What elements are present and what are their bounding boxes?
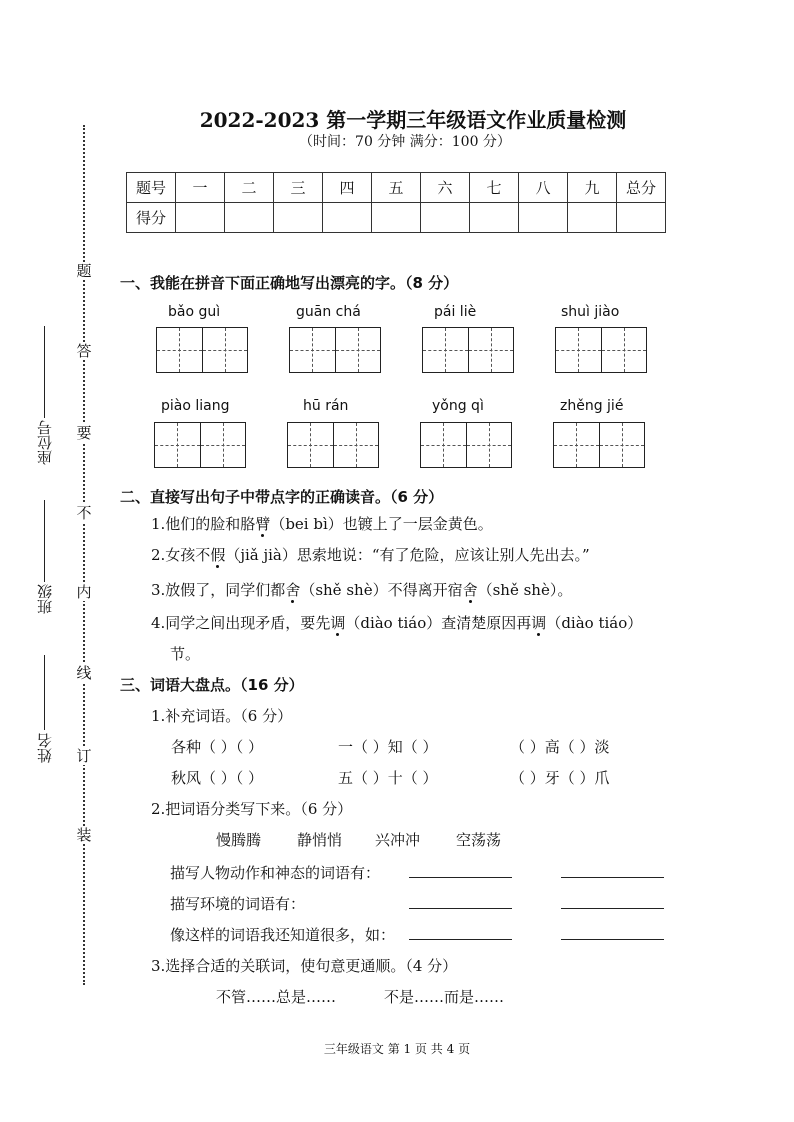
section1-heading: 一、我能在拼音下面正确地写出漂亮的字。（8 分）	[120, 274, 459, 292]
score-input-cell[interactable]	[176, 203, 225, 233]
score-table	[126, 172, 666, 233]
binding-char: 内	[76, 583, 92, 601]
pinyin-label: yǒng qì	[432, 398, 484, 414]
dotted-char: 假	[210, 546, 226, 564]
score-cell: 一	[176, 173, 225, 203]
question-2-3	[151, 579, 572, 600]
conjunction-option: 不是……而是……	[384, 988, 505, 1006]
binding-char: 订	[76, 747, 92, 765]
score-cell: 五	[372, 173, 421, 203]
fill-word-item[interactable]: 一（ ）知（ ）	[338, 738, 438, 756]
score-cell: 七	[470, 173, 519, 203]
pinyin-label: pái liè	[434, 304, 477, 320]
name-blank[interactable]	[44, 655, 45, 730]
writing-grid[interactable]	[555, 327, 647, 373]
writing-grid[interactable]	[156, 327, 248, 373]
class-blank[interactable]	[44, 500, 45, 582]
sentence-text: 4.同学之间出现矛盾，要先	[151, 614, 331, 632]
score-input-cell[interactable]	[470, 203, 519, 233]
page-title: 2022-2023 第一学期三年级语文作业质量检测	[199, 108, 627, 132]
score-cell: 六	[421, 173, 470, 203]
pinyin-label: hū rán	[303, 398, 349, 414]
fill-word-item[interactable]: 秋风（ ）（ ）	[171, 769, 264, 787]
sentence-text: （diào tiáo）	[546, 614, 643, 632]
sentence-text: （diào tiáo）查清楚原因再	[345, 614, 532, 632]
writing-grid[interactable]	[154, 422, 246, 468]
question-2-4-continued: 节。	[170, 645, 201, 663]
classify-prompt: 描写环境的词语有：	[170, 895, 306, 913]
pinyin-label: shuì jiào	[561, 304, 620, 320]
score-input-cell[interactable]	[617, 203, 666, 233]
pinyin-label: guān chá	[296, 304, 361, 320]
pinyin-label: zhěng jié	[560, 398, 624, 414]
answer-blank[interactable]	[561, 877, 664, 878]
classify-prompt: 像这样的词语我还知道很多，如：	[170, 926, 396, 944]
answer-blank[interactable]	[409, 877, 512, 878]
score-cell: 四	[323, 173, 372, 203]
binding-char: 装	[76, 826, 92, 844]
dotted-char: 调	[330, 614, 346, 632]
binding-char: 要	[76, 424, 92, 442]
pinyin-label: piào liang	[161, 398, 230, 414]
sentence-text: （bei bì）也镀上了一层金黄色。	[270, 515, 493, 533]
classify-prompt: 描写人物动作和神态的词语有：	[170, 864, 381, 882]
writing-grid[interactable]	[422, 327, 514, 373]
writing-grid[interactable]	[287, 422, 379, 468]
answer-blank[interactable]	[561, 908, 664, 909]
score-input-cell[interactable]	[568, 203, 617, 233]
sentence-text: 2.女孩不	[151, 546, 211, 564]
pinyin-label: bǎo guì	[168, 304, 221, 320]
score-input-cell[interactable]	[323, 203, 372, 233]
dotted-char: 调	[531, 614, 547, 632]
binding-char: 题	[76, 262, 92, 280]
sentence-text: （jiǎ jià）思索地说：“有了危险，应该让别人先出去。”	[225, 546, 590, 564]
name-label: 姓名	[36, 733, 54, 763]
question-3-2-title: 2.把词语分类写下来。（6 分）	[151, 800, 353, 818]
conjunction-option: 不管……总是……	[216, 988, 337, 1006]
fill-word-item[interactable]: 五（ ）十（ ）	[338, 769, 438, 787]
question-2-4	[151, 612, 642, 633]
seat-number-blank[interactable]	[44, 326, 45, 418]
answer-blank[interactable]	[409, 908, 512, 909]
sentence-text: 3.放假了，同学们都	[151, 581, 286, 599]
section2-heading: 二、直接写出句子中带点字的正确读音。（6 分）	[120, 488, 444, 506]
exam-info: （时间：70 分钟 满分：100 分）	[299, 134, 511, 150]
sentence-text: （shě shè）。	[477, 581, 573, 599]
score-cell: 总分	[617, 173, 666, 203]
word-option: 空荡荡	[456, 831, 502, 849]
question-3-1-title: 1.补充词语。（6 分）	[151, 707, 293, 725]
fill-word-item[interactable]: （ ）高（ ）淡	[510, 738, 610, 756]
question-3-3-title: 3.选择合适的关联词，使句意更通顺。（4 分）	[151, 957, 458, 975]
question-2-2	[151, 544, 590, 565]
sentence-text: （shě shè）不得离开宿	[300, 581, 463, 599]
score-table-header-row	[127, 173, 666, 203]
writing-grid[interactable]	[420, 422, 512, 468]
binding-char: 答	[76, 342, 92, 360]
score-cell: 八	[519, 173, 568, 203]
binding-char: 不	[76, 504, 92, 522]
score-cell: 三	[274, 173, 323, 203]
sentence-text: 1.他们的脸和胳	[151, 515, 256, 533]
seat-number-label: 座位号	[36, 420, 54, 465]
word-option: 慢腾腾	[216, 831, 262, 849]
score-input-cell[interactable]	[519, 203, 568, 233]
writing-grid[interactable]	[553, 422, 645, 468]
dotted-char: 舍	[462, 581, 478, 599]
dotted-char: 臂	[255, 515, 271, 533]
word-option: 兴冲冲	[375, 831, 421, 849]
dotted-char: 舍	[285, 581, 301, 599]
score-table-score-row	[127, 203, 666, 233]
section3-heading: 三、词语大盘点。（16 分）	[120, 676, 304, 694]
score-input-cell[interactable]	[225, 203, 274, 233]
fill-word-item[interactable]: 各种（ ）（ ）	[171, 738, 264, 756]
score-cell: 题号	[127, 173, 176, 203]
score-cell: 九	[568, 173, 617, 203]
writing-grid[interactable]	[289, 327, 381, 373]
score-input-cell[interactable]	[274, 203, 323, 233]
answer-blank[interactable]	[409, 939, 512, 940]
question-2-1	[151, 513, 493, 534]
answer-blank[interactable]	[561, 939, 664, 940]
score-input-cell[interactable]	[372, 203, 421, 233]
word-option: 静悄悄	[297, 831, 343, 849]
fill-word-item[interactable]: （ ）牙（ ）爪	[510, 769, 610, 787]
binding-dotted-line	[83, 125, 85, 985]
class-label: 班级	[36, 584, 54, 614]
score-input-cell[interactable]	[421, 203, 470, 233]
score-cell: 二	[225, 173, 274, 203]
binding-char: 线	[76, 664, 92, 682]
score-label: 得分	[127, 203, 176, 233]
page-footer: 三年级语文 第 1 页 共 4 页	[323, 1042, 471, 1056]
